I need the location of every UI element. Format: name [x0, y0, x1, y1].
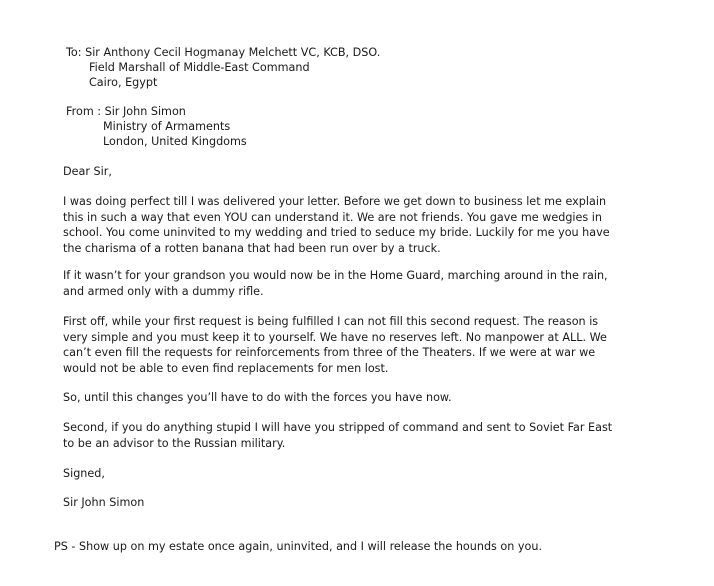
paragraph-line: school. You come uninvited to my wedding and tried to seduce my bride. Luckily for me you have	[63, 226, 610, 239]
paragraph-line: very simple and you must keep it to yourself. We have no reserves left. No manpower at ALL. We	[63, 330, 607, 344]
paragraph-line: and armed only with a dummy rifle.	[63, 284, 264, 298]
to-title: Field Marshall of Middle-East Command	[89, 61, 310, 74]
from-department: Ministry of Armaments	[103, 120, 231, 133]
paragraph-2	[63, 268, 703, 299]
paragraph-line: So, until this changes you’ll have to do with the forces you have now.	[63, 391, 452, 404]
paragraph-line: to be an advisor to the Russian military.	[63, 436, 286, 450]
to-location: Cairo, Egypt	[89, 76, 158, 89]
paragraph-line: can’t even fill the requests for reinforcements from three of the Theaters. If we were at war we	[63, 346, 596, 359]
closing: Signed,	[63, 467, 105, 480]
salutation: Dear Sir,	[63, 165, 112, 178]
paragraph-1	[63, 194, 703, 256]
paragraph-5	[63, 420, 703, 451]
from-name: From : Sir John Simon	[66, 105, 186, 118]
postscript: PS - Show up on my estate once again, uninvited, and I will release the hounds on you.	[54, 540, 543, 553]
paragraph-line: this in such a way that even YOU can understand it. We are not friends. You gave me wedgies in	[63, 210, 602, 224]
paragraph-line: First off, while your first request is being fulfilled I can not fill this second request. The reason is	[63, 315, 599, 328]
paragraph-line: I was doing perfect till I was delivered your letter. Before we get down to business let me explain	[63, 195, 607, 208]
paragraph-line: Second, if you do anything stupid I will have you stripped of command and sent to Soviet Far East	[63, 421, 613, 434]
paragraph-line: the charisma of a rotten banana that had been run over by a truck.	[63, 241, 441, 255]
paragraph-line: would not be able to even find replacements for men lost.	[63, 361, 389, 375]
signature: Sir John Simon	[63, 496, 145, 509]
to-name: To: Sir Anthony Cecil Hogmanay Melchett VC, KCB, DSO.	[66, 46, 381, 59]
paragraph-3	[63, 314, 703, 376]
paragraph-4	[63, 390, 703, 406]
paragraph-line: If it wasn’t for your grandson you would now be in the Home Guard, marching around in the rain,	[63, 269, 608, 282]
from-location: London, United Kingdoms	[103, 135, 247, 148]
